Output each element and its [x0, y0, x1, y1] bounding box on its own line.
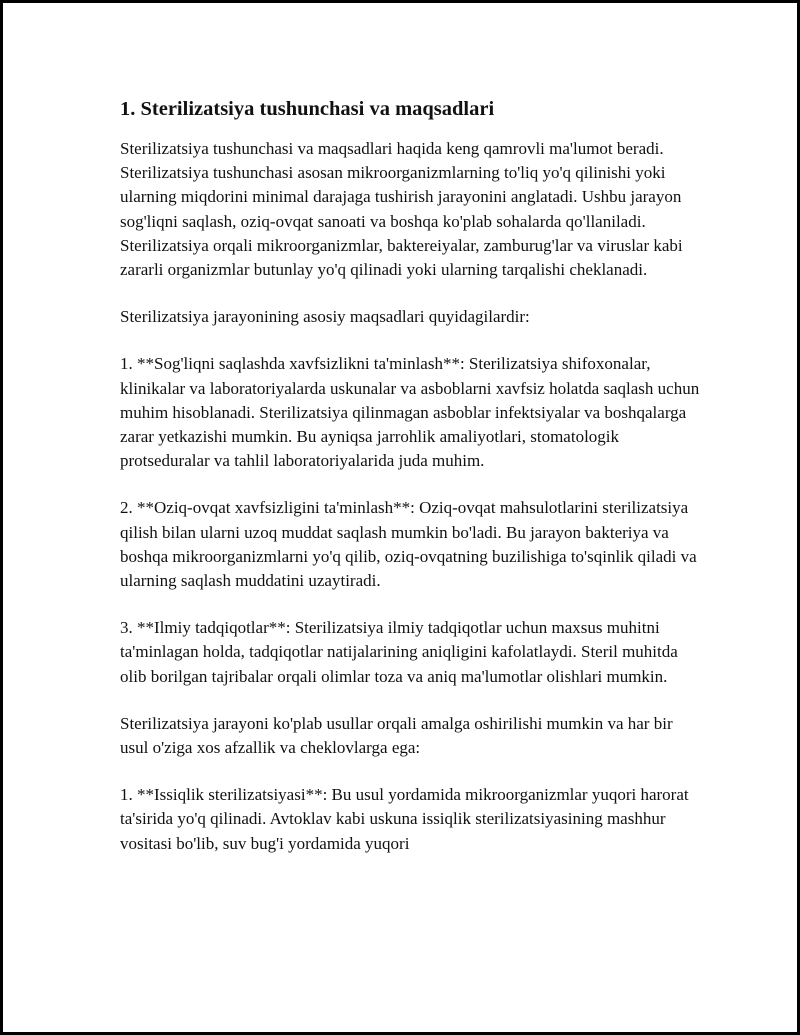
- section-heading: 1. Sterilizatsiya tushunchasi va maqsadlari: [120, 98, 495, 120]
- document-body: [120, 94, 705, 856]
- paragraph-method-heat: 1. **Issiqlik sterilizatsiyasi**: Bu usul yordamida mikroorganizmlar yuqori harorat ta'sirida yo'q qilinadi. Avtoklav kabi uskuna issiqlik sterilizatsiyasining mashhur vositasi bo'lib, suv bug'i yordamida yuqori: [120, 785, 693, 853]
- paragraph-intro: Sterilizatsiya tushunchasi va maqsadlari haqida keng qamrovli ma'lumot beradi. Sterilizatsiya tushunchasi asosan mikroorganizmlarning to'liq yo'q qilinishi yoki ularning miqdorini minimal darajaga tushirish jarayonini anglatadi. Ushbu jarayon sog'liqni saqlash, oziq-ovqat sanoati va boshqa ko'plab sohalarda qo'llaniladi. Sterilizatsiya orqali mikroorganizmlar, baktereiyalar, zamburug'lar va viruslar kabi zararli organizmlar butunlay yo'q qilinadi yoki ularning tarqalishi cheklanadi.: [120, 139, 687, 280]
- paragraph-goal-health: 1. **Sog'liqni saqlashda xavfsizlikni ta'minlash**: Sterilizatsiya shifoxonalar, klinikalar va laboratoriyalarda uskunalar va asboblarni xavfsiz holatda saqlash uchun muhim hisoblanadi. Sterilizatsiya qilinmagan asboblar infektsiyalar va boshqalarga zarar yetkazishi mumkin. Bu ayniqsa jarrohlik amaliyotlari, stomatologik protseduralar va tahlil laboratoriyalarida juda muhim.: [120, 354, 704, 471]
- paragraph-goals-lead: Sterilizatsiya jarayonining asosiy maqsadlari quyidagilardir:: [120, 307, 530, 327]
- paragraph-methods-lead: Sterilizatsiya jarayoni ko'plab usullar orqali amalga oshirilishi mumkin va har bir usul o'ziga xos afzallik va cheklovlarga ega:: [120, 713, 677, 758]
- paragraph-goal-food: 2. **Oziq-ovqat xavfsizligini ta'minlash**: Oziq-ovqat mahsulotlarini sterilizatsiya qilish bilan ularni uzoq muddat saqlash mumkin bo'ladi. Bu jarayon bakteriya va boshqa mikroorganizmlarni yo'q qilib, oziq-ovqatning buzilishiga to'sqinlik qiladi va ularning saqlash muddatini uzaytiradi.: [120, 498, 701, 591]
- paragraph-goal-research: 3. **Ilmiy tadqiqotlar**: Sterilizatsiya ilmiy tadqiqotlar uchun maxsus muhitni ta'minlagan holda, tadqiqotlar natijalarining aniqligini kafolatlaydi. Steril muhitda olib borilgan tajribalar orqali olimlar toza va aniq ma'lumotlar olishlari mumkin.: [120, 618, 683, 686]
